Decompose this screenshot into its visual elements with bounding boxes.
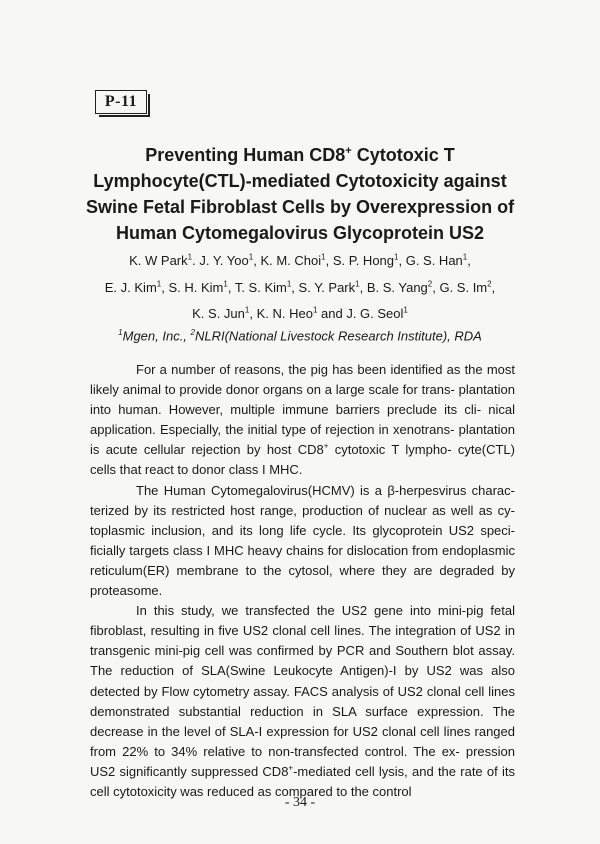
title-line-2: Lymphocyte(CTL)-mediated Cytotoxicity against <box>93 171 507 191</box>
title-line-3: Swine Fetal Fibroblast Cells by Overexpression of <box>85 197 515 217</box>
poster-label: P-11 <box>104 93 138 110</box>
affiliation: $^1$Mgen, Inc., $^2$NLRI(National Livestock Research Institute), RDA <box>118 328 482 344</box>
paragraph-3: In this study, we transfected the US2 gene into mini-pig fetal fibroblast, resulting in five US2 clonal cell lines. The integration of US2 in transgenic mini-pig cell was confirmed by PCR and Southern blot assay. The reduction of SLA(Swine Leukocyte Antigen)-I by US2 was also detected by Flow cytometry assay. FACS analysis of US2 clonal cell lines demonstrated substantial reduction in SLA surface expression. The decrease in the level of SLA-I expression for US2 clonal cell lines ranged from 22% to 34% relative to non-transfected control. The ex- pression US2 significantly suppressed CD8+-mediated cell lysis, and the rate of its cell cytotoxicity was reduced as compared to the control <box>90 603 515 799</box>
paper-title <box>60 138 540 246</box>
author: S. P. Hong$^1$, <box>332 253 406 269</box>
author: S. H. Kim$^1$, <box>168 279 235 295</box>
page-number: - 34 - <box>284 795 316 810</box>
author: G. S. Han$^1$, <box>405 253 471 269</box>
author: K. N. Heo$^1$ and <box>256 305 347 321</box>
author: B. S. Yang$^2$, <box>366 279 440 295</box>
paragraph-1: For a number of reasons, the pig has been identified as the most likely animal to provide donor organs on a large scale for trans- plantation into human. However, multiple immune barriers preclude its cli- nical application. Especially, the initial type of rejection in xenotrans- plantation is acute cellular rejection by host CD8+ cytotoxic T lympho- cyte(CTL) cells that react to donor class I MHC. <box>90 362 515 478</box>
title-line-4: Human Cytomegalovirus Glycoprotein US2 <box>115 223 485 243</box>
author: T. S. Kim$^1$, <box>234 279 299 295</box>
author-line-1 <box>60 246 540 272</box>
author: K. M. Choi$^1$, <box>260 253 333 269</box>
author: K. S. Jun$^1$, <box>192 305 257 321</box>
author-line-2 <box>60 272 540 298</box>
author-line-3 <box>60 299 540 325</box>
poster-label-box <box>95 90 147 114</box>
author: K. W Park$^1$. <box>129 253 200 269</box>
author: J. G. Seol$^1$ <box>346 305 408 321</box>
abstract-body <box>90 360 515 802</box>
author: G. S. Im$^2$, <box>439 279 496 295</box>
author: S. Y. Park$^1$, <box>298 279 367 295</box>
author: E. J. Kim$^1$, <box>104 279 169 295</box>
paragraph-2: The Human Cytomegalovirus(HCMV) is a β-herpesvirus charac- terized by its restricted host range, production of nuclear as well as cy- toplasmic inclusion, and its long life cycle. Its glycoprotein US2 speci- ficially targets class I MHC heavy chains for dislocation from endoplasmic reticulum(ER) membrane to the cytosol, where they are degraded by proteasome. <box>90 482 515 599</box>
title-line-1: Preventing Human CD8+ Cytotoxic T <box>145 145 455 165</box>
author-list <box>60 246 540 325</box>
author: J. Y. Yoo$^1$, <box>199 253 261 269</box>
